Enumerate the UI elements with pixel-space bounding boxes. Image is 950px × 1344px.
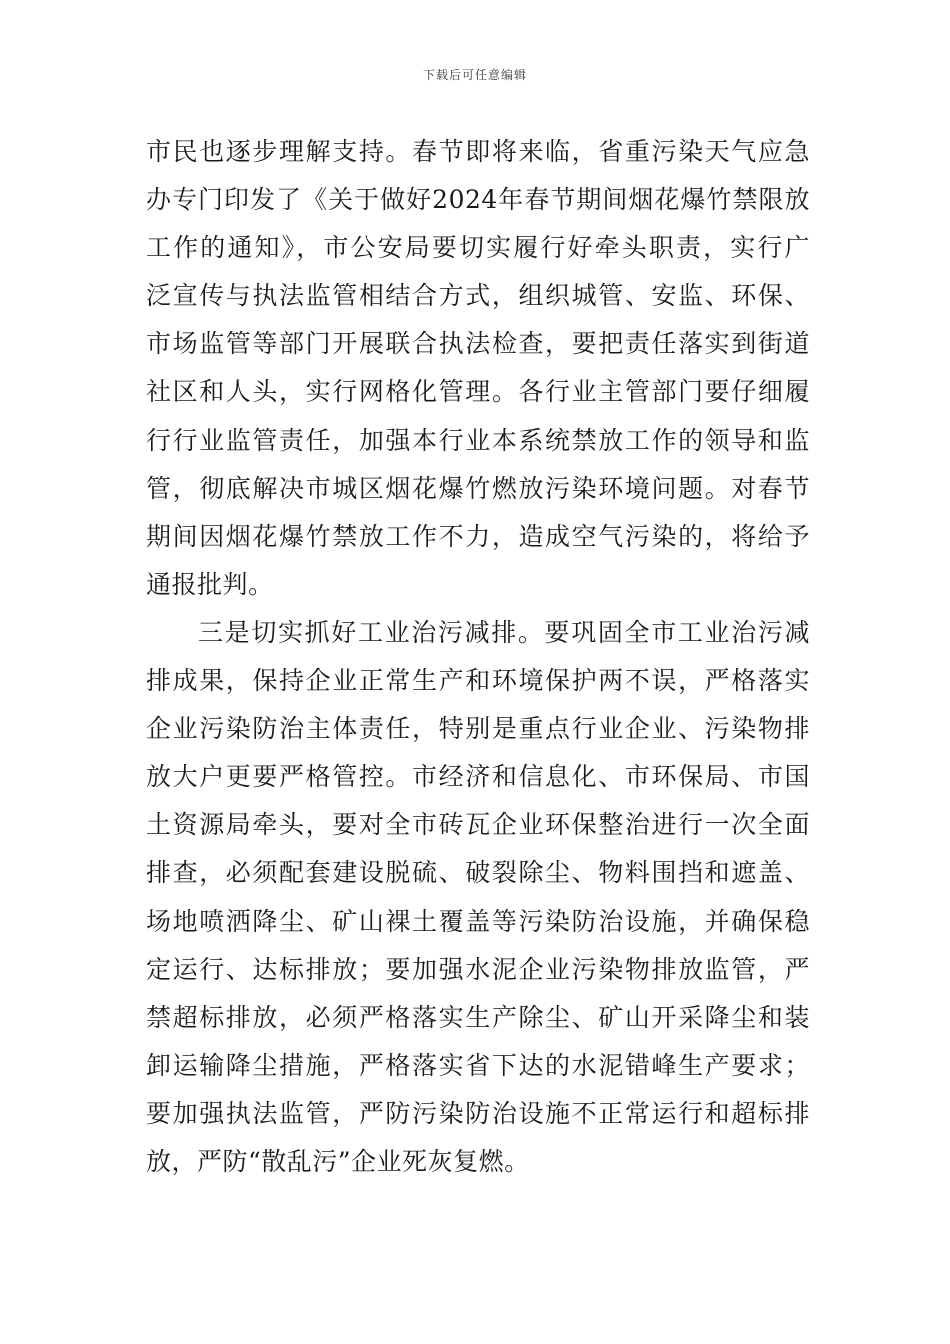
paragraph (146, 128, 810, 609)
text-line: 社区和人头，实行网格化管理。各行业主管部门要仔细履 (146, 377, 810, 407)
text-line: 要加强执法监管，严防污染防治设施不正常运行和超标排 (146, 1098, 810, 1128)
text-line: 市民也逐步理解支持。春节即将来临，省重污染天气应急 (146, 137, 810, 166)
text-line: 排成果，保持企业正常生产和环境保护两不误，严格落实 (146, 666, 810, 696)
document-body (146, 128, 810, 1186)
text-line: 卸运输降尘措施，严格落实省下达的水泥错峰生产要求； (146, 1050, 810, 1080)
text-line: 通报批判。 (146, 569, 274, 599)
paragraph (146, 609, 810, 1186)
text-line: 排查，必须配套建设脱硫、破裂除尘、物料围挡和遮盖、 (146, 858, 810, 888)
text-line: 市场监管等部门开展联合执法检查，要把责任落实到街道 (146, 329, 810, 359)
text-line: 行行业监管责任，加强本行业本系统禁放工作的领导和监 (146, 425, 810, 455)
text-line: 工作的通知》，市公安局要切实履行好牵头职责，实行广 (146, 233, 810, 263)
text-line: 办专门印发了《关于做好2024年春节期间烟花爆竹禁限放 (146, 185, 810, 215)
text-line: 管，彻底解决市城区烟花爆竹燃放污染环境问题。对春节 (146, 473, 810, 503)
text-line: 场地喷洒降尘、矿山裸土覆盖等污染防治设施，并确保稳 (146, 906, 810, 936)
text-line: 放，严防“散乱污”企业死灰复燃。 (146, 1146, 530, 1176)
text-line: 土资源局牵头，要对全市砖瓦企业环保整治进行一次全面 (146, 810, 810, 840)
text-line: 定运行、达标排放；要加强水泥企业污染物排放监管，严 (146, 954, 810, 984)
text-line: 禁超标排放，必须严格落实生产除尘、矿山开采降尘和装 (146, 1002, 810, 1032)
text-line: 放大户更要严格管控。市经济和信息化、市环保局、市国 (146, 762, 810, 792)
text-line: 期间因烟花爆竹禁放工作不力，造成空气污染的，将给予 (146, 521, 810, 551)
text-line: 企业污染防治主体责任，特别是重点行业企业、污染物排 (146, 714, 810, 744)
text-line: 三是切实抓好工业治污减排。要巩固全市工业治污减 (198, 617, 810, 647)
page-header: 下载后可任意编辑 (422, 68, 527, 82)
text-line: 泛宣传与执法监管相结合方式，组织城管、安监、环保、 (146, 281, 810, 311)
